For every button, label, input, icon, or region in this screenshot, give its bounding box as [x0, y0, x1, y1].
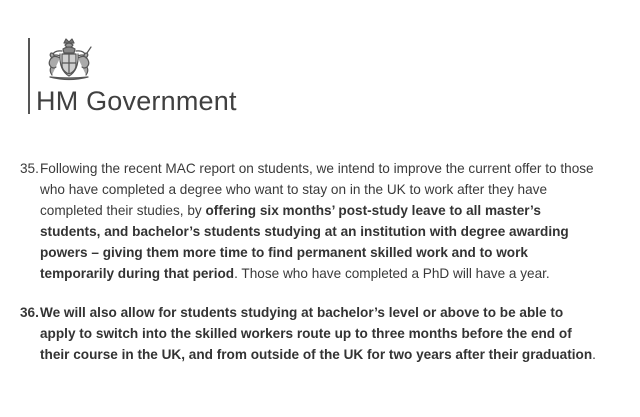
- paragraph-text-segment: .: [592, 347, 596, 362]
- document-body: [20, 158, 602, 365]
- logo-divider-rule: [28, 38, 30, 114]
- paragraph-text-segment: . Those who have completed a PhD will have a year.: [234, 266, 550, 281]
- paragraph-36: [20, 302, 602, 365]
- paragraph-number: 36.: [20, 305, 39, 320]
- paragraph-text-segment: Following the recent MAC report on students, we intend to improve the current offer to those who have completed a degree who want to stay on in the UK to work after they have completed their studies, by: [40, 161, 594, 218]
- paragraph-bold-segment: We will also allow for students studying at bachelor’s level or above to be able to apply to switch into the skilled workers route up to three months before the end of their course in the UK, and from outside of the UK for two years after their graduation: [40, 305, 593, 362]
- paragraph-bold-segment: offering six months’ post-study leave to all master’s students, and bachelor’s students studying at an institution with degree awarding powers – giving them more time to find permanent skilled work and to work temporarily during that period: [40, 203, 569, 281]
- paragraph-35: [20, 158, 602, 284]
- hm-government-logo: [24, 34, 254, 118]
- hm-government-wordmark: HM Government: [36, 86, 237, 116]
- royal-coat-of-arms-icon: [42, 36, 96, 82]
- paragraph-number: 35.: [20, 161, 39, 176]
